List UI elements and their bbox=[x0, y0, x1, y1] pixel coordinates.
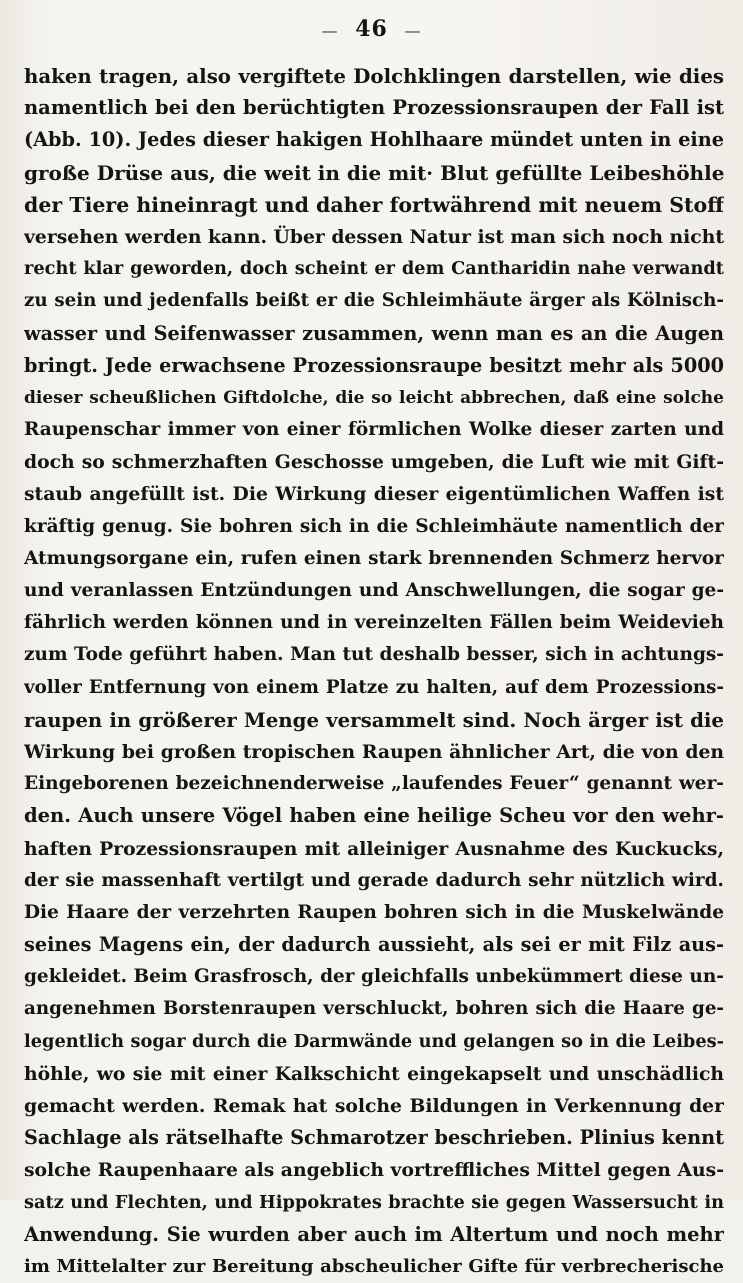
text-line: Atmungsorgane ein, rufen einen stark brennenden Schmerz hervor bbox=[24, 547, 724, 569]
text-line: namentlich bei den berüchtigten Prozessionsraupen der Fall ist bbox=[24, 96, 724, 120]
text-line: Die Haare der verzehrten Raupen bohren sich in die Muskelwände bbox=[24, 901, 724, 923]
text-line: versehen werden kann. Über dessen Natur ist man sich noch nicht bbox=[24, 225, 724, 248]
text-line: dieser scheußlichen Giftdolche, die so leicht abbrechen, daß eine solche bbox=[24, 387, 724, 408]
text-line: staub angefüllt ist. Die Wirkung dieser eigentümlichen Waffen ist bbox=[24, 483, 724, 506]
page-number: 46 bbox=[355, 16, 388, 42]
text-line: bringt. Jede erwachsene Prozessionsraupe besitzt mehr als 5000 bbox=[24, 353, 724, 377]
text-line: wasser und Seifenwasser zusammen, wenn man es an die Augen bbox=[24, 321, 724, 345]
text-line: Eingeborenen bezeichnenderweise „laufendes Feuer“ genannt wer- bbox=[24, 773, 724, 795]
text-line: höhle, wo sie mit einer Kalkschicht eingekapselt und unschädlich bbox=[24, 1062, 724, 1085]
text-line: Anwendung. Sie wurden aber auch im Altertum und noch mehr bbox=[24, 1222, 724, 1246]
page-header bbox=[0, 14, 743, 46]
text-line: voller Entfernung von einem Platze zu halten, auf dem Prozessions- bbox=[24, 676, 724, 698]
text-line: solche Raupenhaare als angeblich vortreffliches Mittel gegen Aus- bbox=[24, 1159, 724, 1182]
text-line: große Drüse aus, die weit in die mit· Blut gefüllte Leibeshöhle bbox=[24, 160, 724, 185]
text-line: und veranlassen Entzündungen und Anschwellungen, die sogar ge- bbox=[24, 580, 724, 601]
text-line: angenehmen Borstenraupen verschluckt, bohren sich die Haare ge- bbox=[24, 998, 724, 1020]
text-line: fährlich werden können und in vereinzelten Fällen beim Weidevieh bbox=[24, 612, 724, 634]
text-line: den. Auch unsere Vögel haben eine heilige Scheu vor den wehr- bbox=[24, 804, 724, 828]
body-text bbox=[24, 60, 724, 1283]
text-line: haken tragen, also vergiftete Dolchklingen darstellen, wie dies bbox=[24, 64, 724, 88]
text-line: gemacht werden. Remak hat solche Bildungen in Verkennung der bbox=[24, 1095, 724, 1117]
text-line: im Mittelalter zur Bereitung abscheulicher Gifte für verbrecherische bbox=[24, 1255, 724, 1277]
text-line: doch so schmerzhaften Geschosse umgeben, die Luft wie mit Gift- bbox=[24, 451, 724, 474]
text-line: kräftig genug. Sie bohren sich in die Schleimhäute namentlich der bbox=[24, 515, 724, 537]
text-line: zum Tode geführt haben. Man tut deshalb besser, sich in achtungs- bbox=[24, 644, 724, 666]
header-dash-left: — bbox=[321, 21, 339, 40]
text-line: recht klar geworden, doch scheint er dem Cantharidin nahe verwandt bbox=[24, 258, 724, 280]
header-dash-right: — bbox=[404, 21, 422, 40]
text-line: zu sein und jedenfalls beißt er die Schleimhäute ärger als Kölnisch- bbox=[24, 290, 724, 312]
text-line: der Tiere hineinragt und daher fortwährend mit neuem Stoff bbox=[24, 192, 724, 217]
text-line: gekleidet. Beim Grasfrosch, der gleichfalls unbekümmert diese un- bbox=[24, 966, 724, 988]
text-line: raupen in größerer Menge versammelt sind. Noch ärger ist die bbox=[24, 707, 724, 732]
text-line: (Abb. 10). Jedes dieser hakigen Hohlhaare mündet unten in eine bbox=[24, 128, 724, 152]
text-line: seines Magens ein, der dadurch aussieht, als sei er mit Filz aus- bbox=[24, 933, 724, 957]
text-line: legentlich sogar durch die Darmwände und gelangen so in die Leibes- bbox=[24, 1030, 724, 1052]
text-line: der sie massenhaft vertilgt und gerade dadurch sehr nützlich wird. bbox=[24, 869, 724, 891]
text-line: satz und Flechten, und Hippokrates brachte sie gegen Wassersucht in bbox=[24, 1191, 724, 1213]
text-line: Sachlage als rätselhafte Schmarotzer beschrieben. Plinius kennt bbox=[24, 1126, 724, 1150]
text-line: Raupenschar immer von einer förmlichen Wolke dieser zarten und bbox=[24, 419, 724, 441]
text-line: Wirkung bei großen tropischen Raupen ähnlicher Art, die von den bbox=[24, 740, 724, 763]
text-line: haften Prozessionsraupen mit alleiniger Ausnahme des Kuckucks, bbox=[24, 837, 724, 860]
